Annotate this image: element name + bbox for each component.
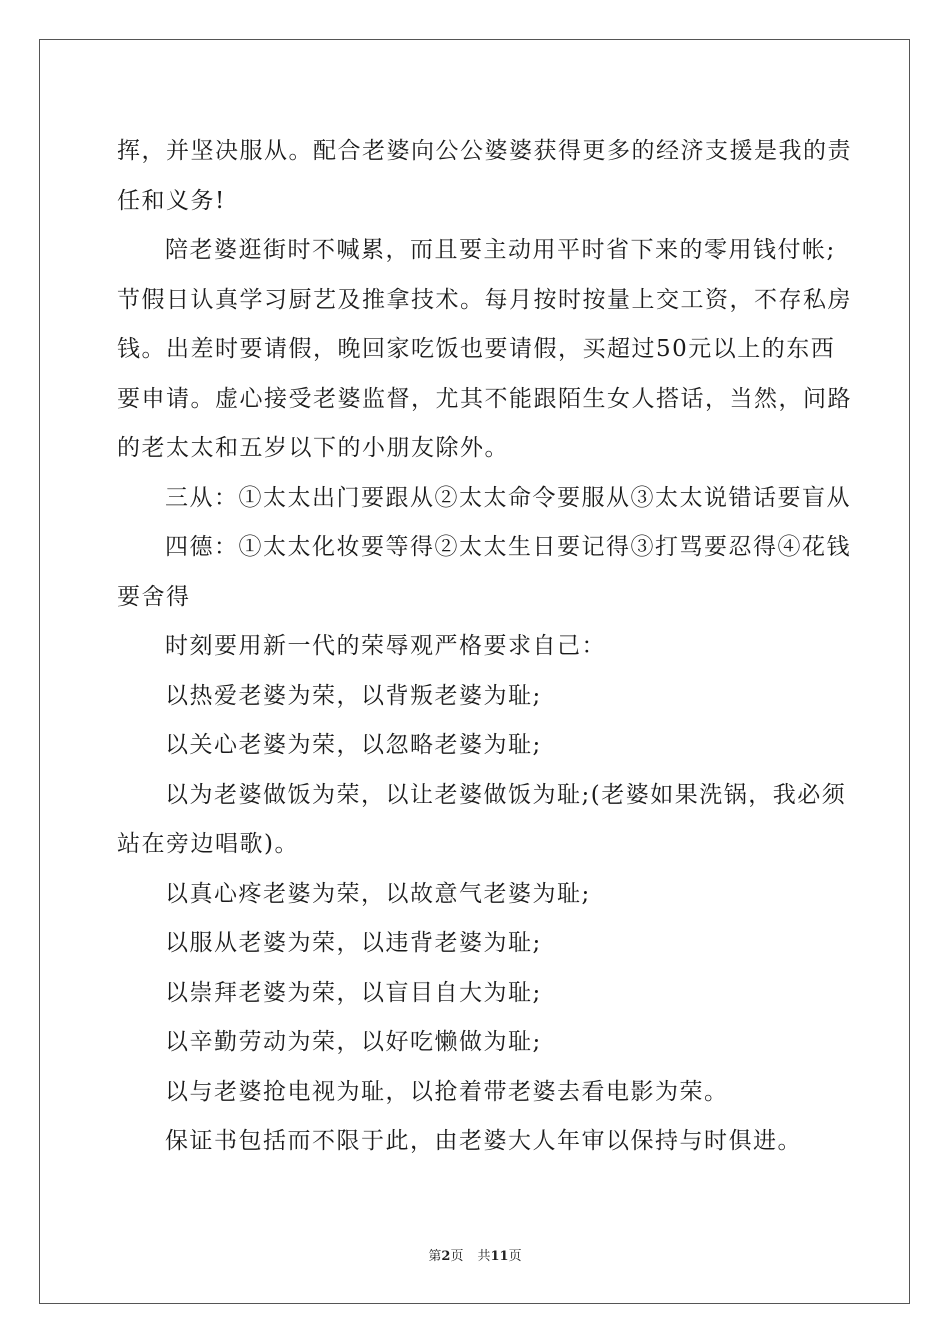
text-line: 挥，并坚决服从。配合老婆向公公婆婆获得更多的经济支援是我的责 xyxy=(117,138,852,164)
text-line: 以崇拜老婆为荣，以盲目自大为耻; xyxy=(165,979,542,1006)
text-line: 要申请。虚心接受老婆监督，尤其不能跟陌生女人搭话，当然，问路 xyxy=(117,385,852,412)
total-suffix: 页 xyxy=(508,1249,522,1264)
page-footer xyxy=(0,1245,950,1264)
text-line: 任和义务! xyxy=(117,187,226,214)
text-line: 以辛勤劳动为荣，以好吃懒做为耻; xyxy=(165,1029,542,1055)
text-line: 时刻要用新一代的荣辱观严格要求自己： xyxy=(165,633,606,659)
text-line: 以关心老婆为荣，以忽略老婆为耻; xyxy=(165,732,542,758)
text-line: 要舍得 xyxy=(117,583,191,610)
text-line: 钱。出差时要请假，晚回家吃饭也要请假，买超过50元以上的东西 xyxy=(117,336,836,362)
text-line: 节假日认真学习厨艺及推拿技术。每月按时按量上交工资，不存私房 xyxy=(117,286,852,313)
text-line: 四德：①太太化妆要等得②太太生日要记得③打骂要忍得④花钱 xyxy=(165,534,851,560)
text-line: 以真心疼老婆为荣，以故意气老婆为耻; xyxy=(165,880,591,907)
text-line: 保证书包括而不限于此，由老婆大人年审以保持与时俱进。 xyxy=(165,1128,802,1154)
text-line: 以为老婆做饭为荣，以让老婆做饭为耻;(老婆如果洗锅，我必须 xyxy=(165,781,847,808)
text-line: 站在旁边唱歌)。 xyxy=(117,831,299,857)
page-number: 2 xyxy=(441,1249,451,1264)
text-line: 以与老婆抢电视为耻，以抢着带老婆去看电影为荣。 xyxy=(165,1078,729,1105)
document-body xyxy=(117,127,852,1167)
page-prefix: 第 xyxy=(428,1249,442,1264)
total-prefix: 共 xyxy=(477,1249,491,1264)
total-pages: 11 xyxy=(490,1249,509,1264)
page-suffix: 页 xyxy=(450,1249,464,1264)
text-line: 陪老婆逛街时不喊累，而且要主动用平时省下来的零用钱付帐; xyxy=(165,237,836,263)
text-line: 以服从老婆为荣，以违背老婆为耻; xyxy=(165,930,542,956)
text-line: 的老太太和五岁以下的小朋友除外。 xyxy=(117,435,509,461)
text-line: 以热爱老婆为荣，以背叛老婆为耻; xyxy=(165,682,542,709)
text-line: 三从：①太太出门要跟从②太太命令要服从③太太说错话要盲从 xyxy=(165,484,851,511)
